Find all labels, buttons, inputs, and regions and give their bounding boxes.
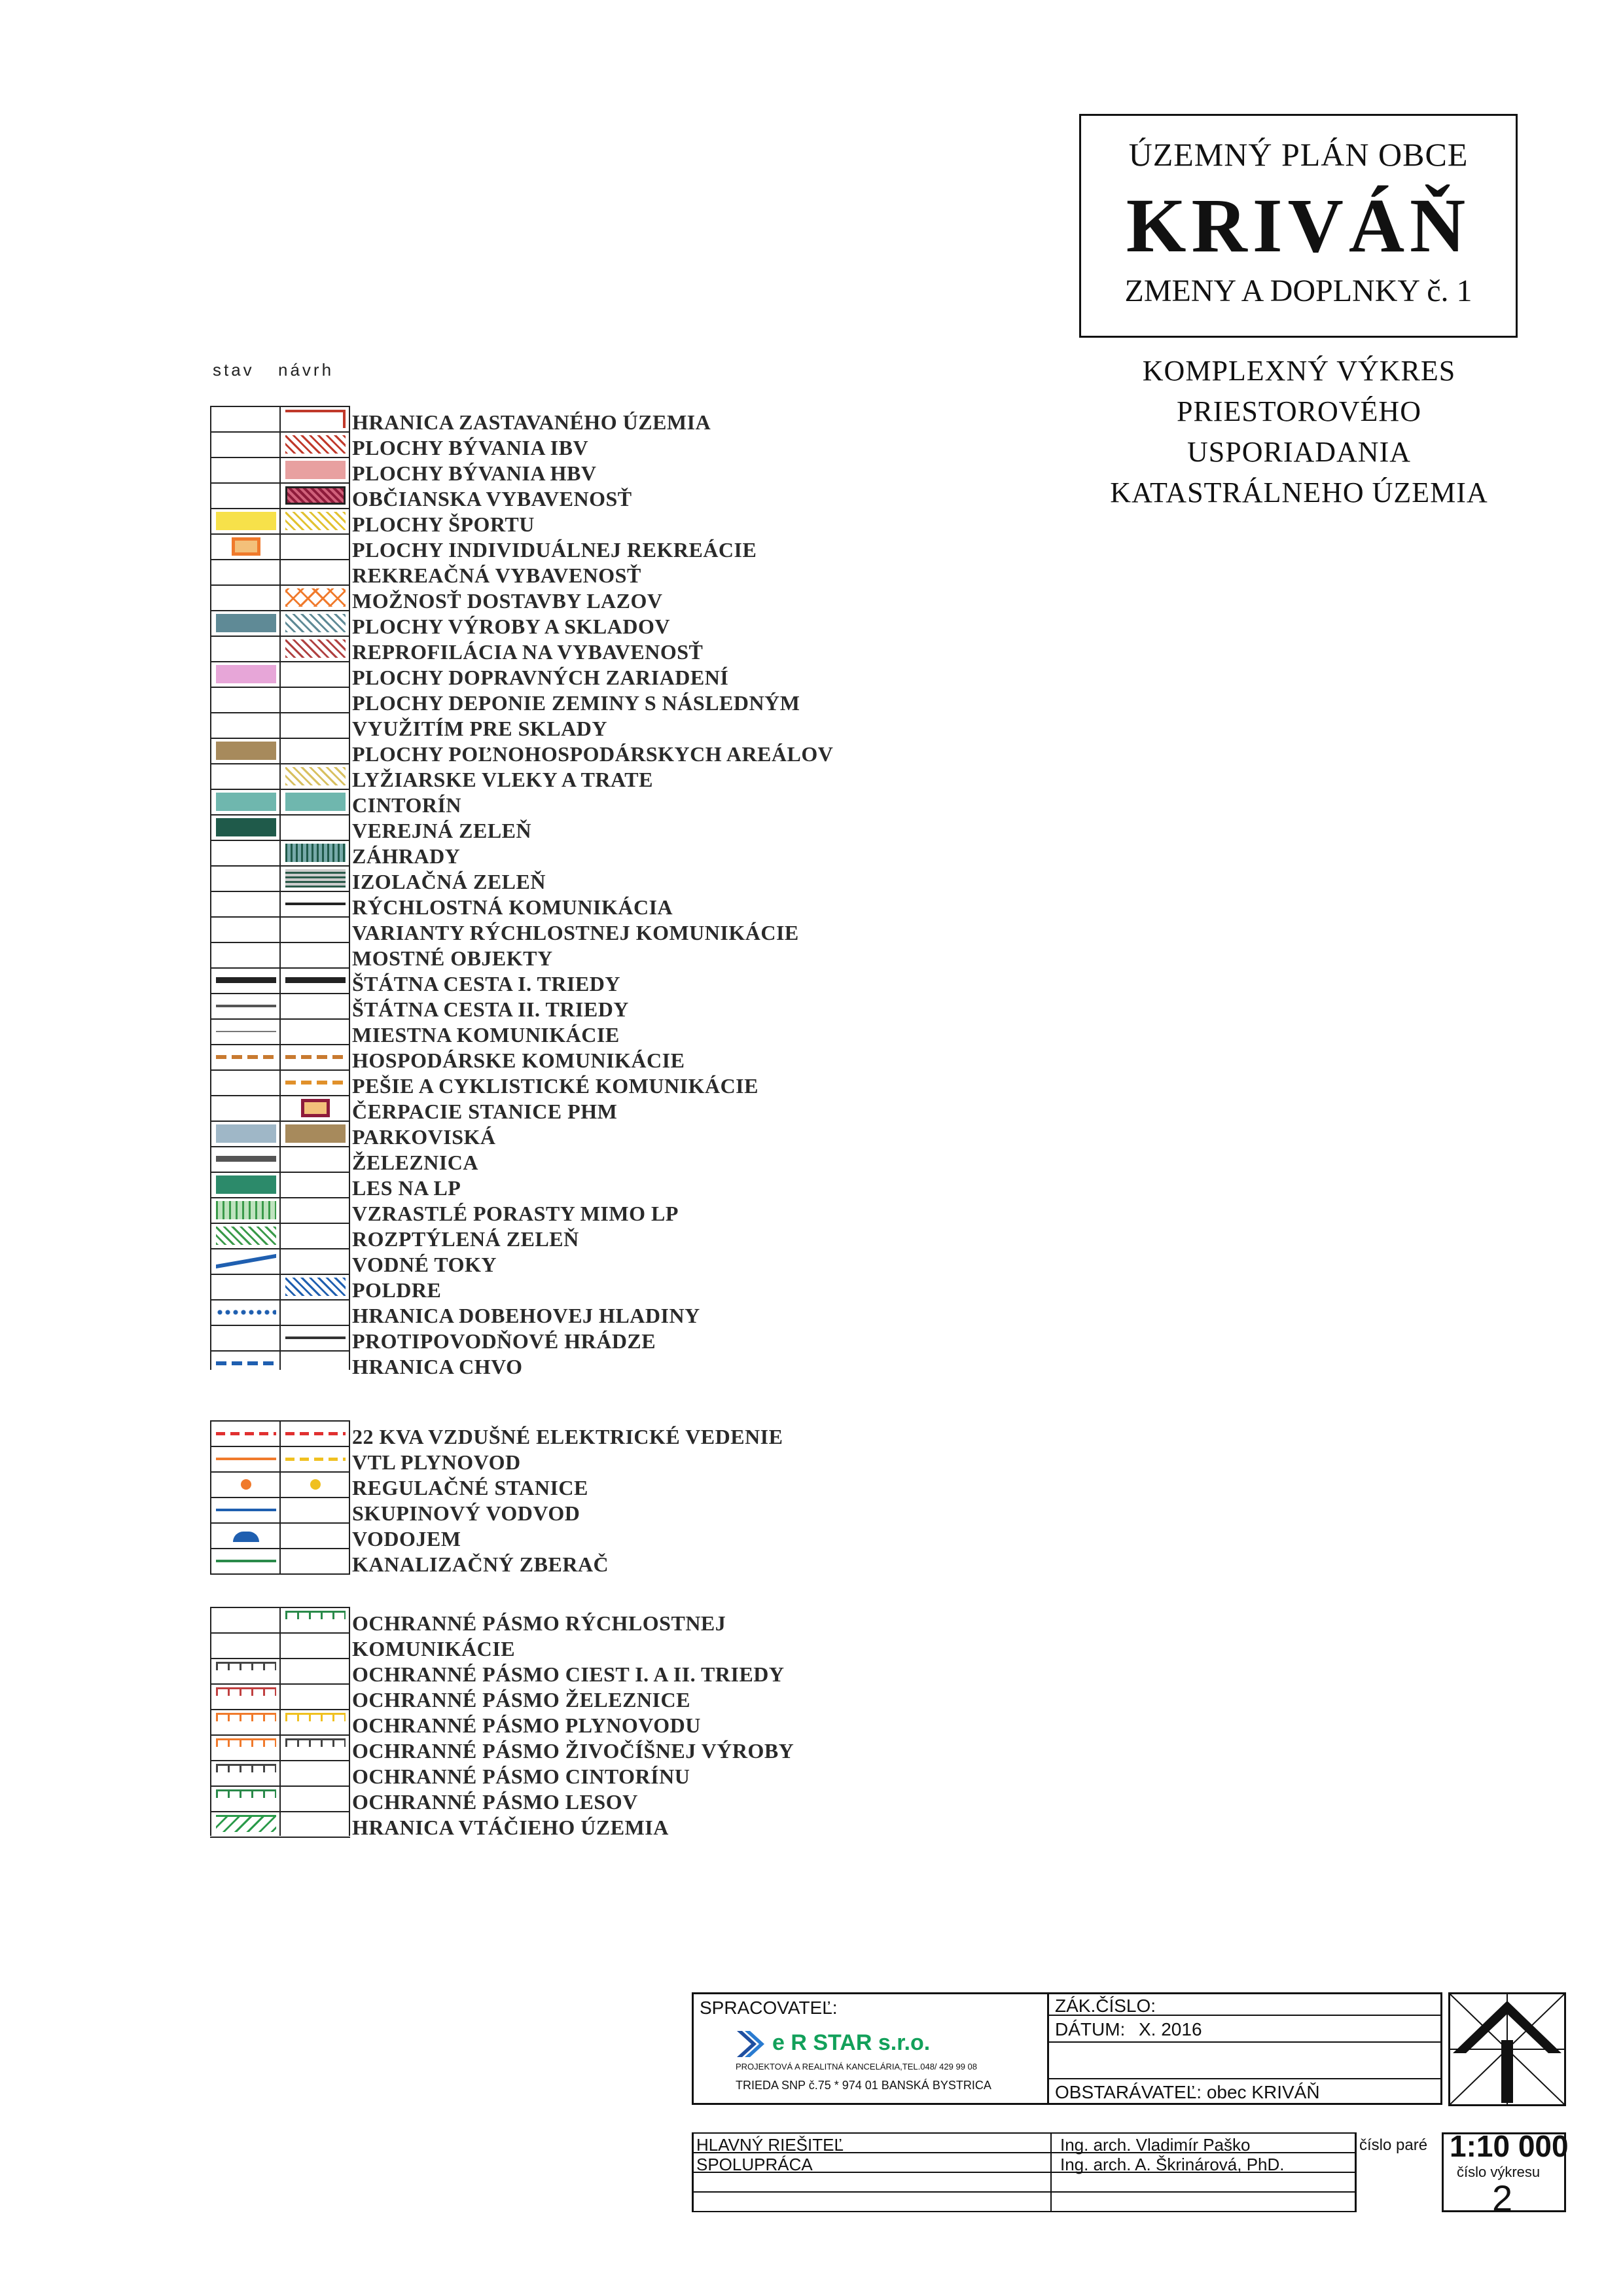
legend-item-label: MOSTNÉ OBJEKTY <box>352 946 553 970</box>
legend-item-label: RÝCHLOSTNÁ KOMUNIKÁCIA <box>352 895 673 919</box>
legend-item-label: ZÁHRADY <box>352 844 461 868</box>
legend-symbol <box>216 665 276 683</box>
legend-symbol <box>285 512 346 530</box>
legend-item-label: PARKOVISKÁ <box>352 1125 496 1149</box>
legend-item-label: HOSPODÁRSKE KOMUNIKÁCIE <box>352 1049 685 1072</box>
legend-symbol <box>216 1310 276 1315</box>
legend-symbol <box>285 903 346 905</box>
legend-item-label: PEŠIE A CYKLISTICKÉ KOMUNIKÁCIE <box>352 1074 758 1098</box>
date-label: DÁTUM: <box>1055 2019 1126 2039</box>
legend-item-label: OBČIANSKA VYBAVENOSŤ <box>352 487 632 511</box>
legend-item-label: PLOCHY POĽNOHOSPODÁRSKYCH AREÁLOV <box>352 742 834 766</box>
legend-zone-label: OCHRANNÉ PÁSMO LESOV <box>352 1790 638 1814</box>
column-header-stav: stav <box>213 360 255 380</box>
legend-symbol <box>216 1156 276 1162</box>
legend-symbol <box>216 1254 276 1268</box>
legend-zone-label: KOMUNIKÁCIE <box>352 1637 516 1660</box>
legend-item-label: VEREJNÁ ZELEŇ <box>352 819 532 842</box>
legend-symbol <box>216 1031 276 1032</box>
legend-utility-symbol <box>216 1458 276 1460</box>
legend-symbol <box>285 1081 346 1085</box>
legend-symbol <box>216 977 276 983</box>
legend-zone-symbol <box>216 1713 276 1726</box>
collaboration-label: SPOLUPRÁCA <box>696 2155 813 2174</box>
legend-symbol <box>216 1201 276 1219</box>
legend-item-label: ROZPTÝLENÁ ZELEŇ <box>352 1227 579 1251</box>
legend-item-label: REPROFILÁCIA NA VYBAVENOSŤ <box>352 640 704 664</box>
legend-item-label: ŠTÁTNA CESTA II. TRIEDY <box>352 997 629 1021</box>
legend-symbol <box>285 869 346 888</box>
legend-zone-symbol <box>216 1764 276 1777</box>
drawing-number: 2 <box>1492 2178 1513 2219</box>
legend-item-label: PLOCHY VÝROBY A SKLADOV <box>352 615 670 638</box>
legend-symbol <box>285 1336 346 1339</box>
legend-utility-symbol <box>285 1432 346 1435</box>
legend-item-label: HRANICA CHVO <box>352 1355 523 1378</box>
legend-symbol <box>216 793 276 811</box>
legend-item-label: VODNÉ TOKY <box>352 1253 497 1276</box>
legend-item-label: CINTORÍN <box>352 793 461 817</box>
legend-zone-label: OCHRANNÉ PÁSMO RÝCHLOSTNEJ <box>352 1611 726 1635</box>
legend-symbol <box>285 410 346 428</box>
legend-symbol <box>216 1124 276 1143</box>
legend-item-label: HRANICA ZASTAVANÉHO ÚZEMIA <box>352 410 711 434</box>
legend-utility-label: VTL PLYNOVOD <box>352 1450 521 1474</box>
legend-zone-symbol <box>285 1738 346 1751</box>
legend-utility-label: SKUPINOVÝ VODVOD <box>352 1501 580 1525</box>
legend-symbol <box>285 1278 346 1296</box>
legend-symbol <box>285 793 346 811</box>
legend-item-label: MIESTNA KOMUNIKÁCIE <box>352 1023 620 1047</box>
company-logo-icon <box>736 2030 768 2058</box>
legend-zone-label: OCHRANNÉ PÁSMO CIEST I. A II. TRIEDY <box>352 1662 785 1686</box>
company-address-line1: PROJEKTOVÁ A REALITNÁ KANCELÁRIA,TEL.048/ 429 99 08 <box>736 2062 977 2072</box>
legend-symbol <box>301 1099 330 1117</box>
legend-utility-symbol <box>241 1479 251 1490</box>
legend-symbol <box>285 588 346 607</box>
legend-zone-symbol <box>216 1662 276 1675</box>
municipality-name: KRIVÁŇ <box>1126 183 1471 268</box>
legend-symbol <box>285 1124 346 1143</box>
date-value: X. 2016 <box>1139 2019 1202 2039</box>
legend-utility-label: REGULAČNÉ STANICE <box>352 1476 588 1499</box>
north-arrow-icon <box>1450 1994 1564 2104</box>
legend-item-label: VYUŽITÍM PRE SKLADY <box>352 717 607 740</box>
drawing-title-line: KATASTRÁLNEHO ÚZEMIA <box>1110 476 1488 509</box>
legend-symbol <box>285 977 346 983</box>
legend-utility-symbol <box>216 1432 276 1435</box>
legend-item-label: PLOCHY DEPONIE ZEMINY S NÁSLEDNÝM <box>352 691 800 715</box>
legend-symbol <box>216 1361 276 1365</box>
legend-symbol <box>285 435 346 454</box>
legend-item-label: ČERPACIE STANICE PHM <box>352 1100 618 1123</box>
legend-zone-label: OCHRANNÉ PÁSMO ŽELEZNICE <box>352 1688 690 1712</box>
legend-item-label: PLOCHY BÝVANIA IBV <box>352 436 589 459</box>
legend-zone-label: HRANICA VTÁČIEHO ÚZEMIA <box>352 1816 669 1839</box>
legend-utility-label: VODOJEM <box>352 1527 461 1551</box>
legend-item-label: REKREAČNÁ VYBAVENOSŤ <box>352 564 641 587</box>
legend-item-label: ŽELEZNICA <box>352 1151 478 1174</box>
spracovatel-label: SPRACOVATEĽ: <box>700 1998 838 2018</box>
legend-zone-symbol <box>285 1611 346 1624</box>
collaborator-name: Ing. arch. A. Škrinárová, PhD. <box>1060 2155 1285 2174</box>
legend-zone-symbol <box>216 1815 276 1832</box>
column-header-navrh: návrh <box>278 360 334 380</box>
legend-symbol <box>216 614 276 632</box>
legend-utility-symbol <box>216 1509 276 1511</box>
legend-symbol <box>216 512 276 530</box>
legend-utility-symbol <box>216 1560 276 1562</box>
legend-zone-symbol <box>216 1687 276 1700</box>
legend-item-label: PLOCHY BÝVANIA HBV <box>352 461 597 485</box>
legend-utility-symbol <box>285 1458 346 1461</box>
legend-symbol <box>285 1055 346 1059</box>
legend-item-label: LES NA LP <box>352 1176 461 1200</box>
legend-symbol <box>232 537 260 556</box>
order-number-label: ZÁK.ČÍSLO: <box>1055 1996 1156 2016</box>
copy-number-label: číslo paré <box>1359 2136 1428 2154</box>
legend-utility-label: 22 KVA VZDUŠNÉ ELEKTRICKÉ VEDENIE <box>352 1425 783 1448</box>
legend-zone-label: OCHRANNÉ PÁSMO ŽIVOČÍŠNEJ VÝROBY <box>352 1739 794 1763</box>
client: OBSTARÁVATEĽ: obec KRIVÁŇ <box>1055 2082 1320 2102</box>
company-name: e R STAR s.r.o. <box>772 2030 931 2055</box>
legend-item-label: VZRASTLÉ PORASTY MIMO LP <box>352 1202 679 1225</box>
legend-item-label: PLOCHY INDIVIDUÁLNEJ REKREÁCIE <box>352 538 757 562</box>
drawing-number-label: číslo výkresu <box>1457 2164 1541 2180</box>
legend-item-label: POLDRE <box>352 1278 442 1302</box>
legend-zone-symbol <box>285 1713 346 1726</box>
legend-zone-label: OCHRANNÉ PÁSMO PLYNOVODU <box>352 1713 701 1737</box>
legend-item-label: PLOCHY ŠPORTU <box>352 512 535 536</box>
lead-designer-label: HLAVNÝ RIEŠITEĽ <box>696 2135 844 2155</box>
legend-item-label: PLOCHY DOPRAVNÝCH ZARIADENÍ <box>352 666 729 689</box>
legend-symbol <box>285 486 346 505</box>
legend-zone-symbol <box>216 1789 276 1803</box>
legend-utility-symbol <box>233 1532 259 1542</box>
drawing-title-line: USPORIADANIA <box>1186 436 1412 468</box>
legend-utility-label: KANALIZAČNÝ ZBERAČ <box>352 1552 609 1576</box>
legend-symbol <box>216 818 276 836</box>
drawing-title-line: PRIESTOROVÉHO <box>1176 395 1421 427</box>
legend-symbol <box>216 1175 276 1194</box>
legend-symbol <box>216 742 276 760</box>
legend-symbol <box>285 639 346 658</box>
company-address-line2: TRIEDA SNP č.75 * 974 01 BANSKÁ BYSTRICA <box>736 2079 991 2092</box>
lead-designer-name: Ing. arch. Vladimír Paško <box>1060 2135 1251 2155</box>
legend-symbol <box>216 1005 276 1007</box>
legend-symbol <box>216 1227 276 1245</box>
legend-symbol <box>216 1055 276 1059</box>
legend-item-label: PROTIPOVODŇOVÉ HRÁDZE <box>352 1329 656 1353</box>
legend-item-label: ŠTÁTNA CESTA I. TRIEDY <box>352 972 620 996</box>
legend-zone-symbol <box>216 1738 276 1751</box>
drawing-title-line: KOMPLEXNÝ VÝKRES <box>1142 355 1456 387</box>
legend-symbol <box>285 461 346 479</box>
drawing-title <box>1047 351 1551 513</box>
scale: 1:10 000 <box>1450 2129 1569 2163</box>
legend-item-label: LYŽIARSKE VLEKY A TRATE <box>352 768 653 791</box>
plan-amendment: ZMENY A DOPLNKY č. 1 <box>1124 274 1472 308</box>
plan-title-line1: ÚZEMNÝ PLÁN OBCE <box>1128 136 1469 173</box>
legend-zone-label: OCHRANNÉ PÁSMO CINTORÍNU <box>352 1765 690 1788</box>
legend-item-label: VARIANTY RÝCHLOSTNEJ KOMUNIKÁCIE <box>352 921 799 944</box>
legend-symbol <box>285 844 346 862</box>
legend-symbol <box>285 614 346 632</box>
title-box <box>1079 114 1518 338</box>
legend-item-label: HRANICA DOBEHOVEJ HLADINY <box>352 1304 700 1327</box>
legend-item-label: MOŽNOSŤ DOSTAVBY LAZOV <box>352 589 663 613</box>
legend-item-label: IZOLAČNÁ ZELEŇ <box>352 870 546 893</box>
legend-symbol <box>285 767 346 785</box>
legend-utility-symbol <box>310 1479 321 1490</box>
